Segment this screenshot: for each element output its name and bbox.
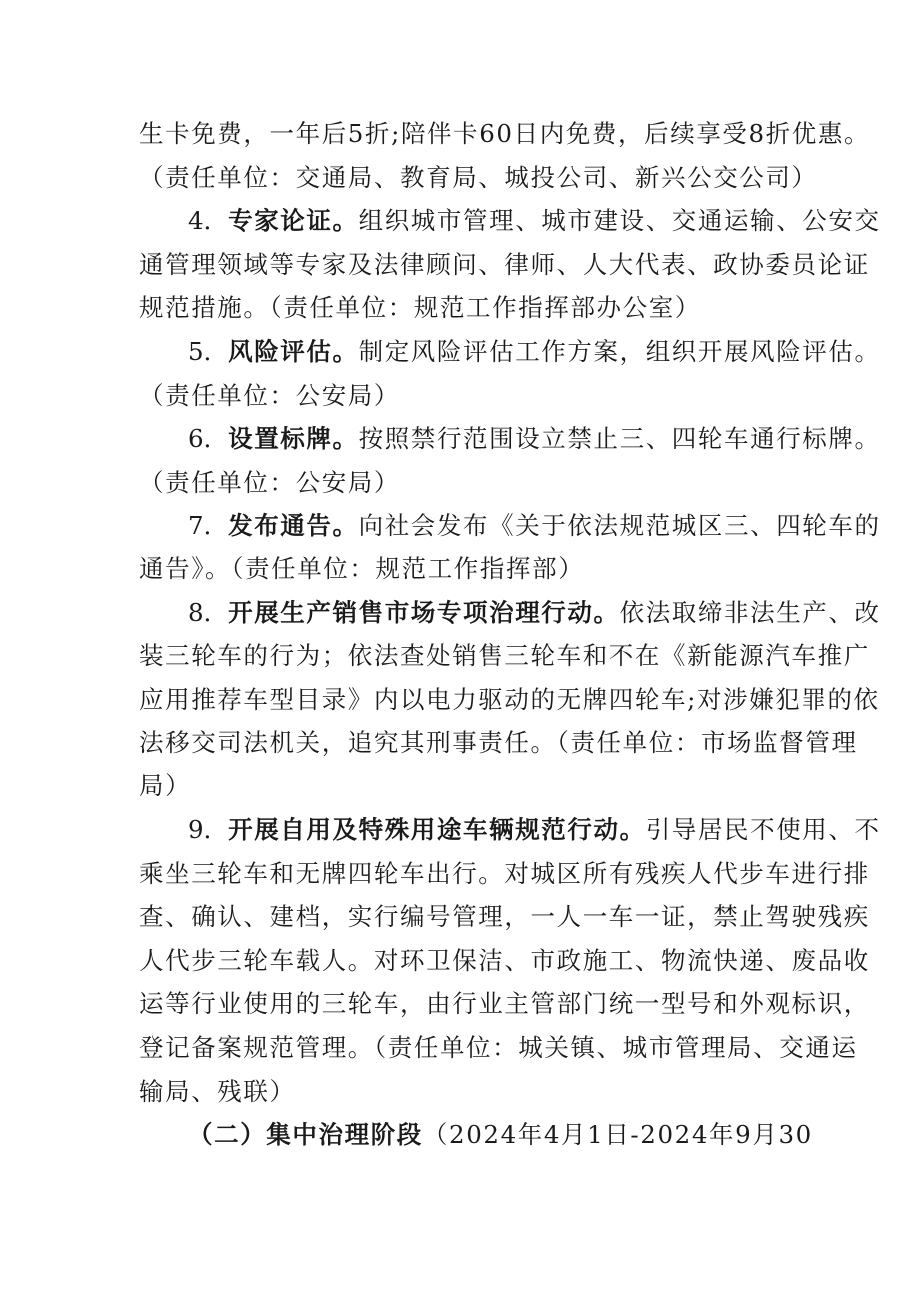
list-item-6 — [188, 423, 881, 455]
section-heading-dates: （2024年4月1日-2024年9月30 — [422, 1120, 813, 1149]
item-text: 按照禁行范围设立禁止三、四轮车通行标牌。 — [358, 424, 881, 453]
list-item-5 — [188, 336, 881, 368]
body-line: 装三轮车的行为；依法查处销售三轮车和不在《新能源汽车推广 — [139, 641, 870, 670]
body-line: 通管理领域等专家及法律顾问、律师、人大代表、政协委员论证 — [139, 250, 870, 279]
list-item-8 — [188, 597, 881, 629]
item-title: 专家论证。 — [228, 206, 359, 235]
item-number: 4． — [188, 206, 229, 235]
item-text: 制定风险评估工作方案，组织开展风险评估。 — [358, 337, 881, 366]
item-number: 5． — [188, 337, 229, 366]
item-number: 6． — [188, 424, 229, 453]
list-item-4 — [188, 205, 881, 237]
body-line: （责任单位：交通局、教育局、城投公司、新兴公交公司） — [139, 163, 818, 192]
body-line: 局） — [139, 771, 192, 800]
body-line: 人代步三轮车载人。对环卫保洁、市政施工、物流快递、废品收 — [139, 946, 870, 975]
section-heading-title: （二）集中治理阶段 — [188, 1120, 423, 1149]
item-text: 依法取缔非法生产、改 — [619, 598, 881, 627]
list-item-7 — [188, 510, 881, 542]
item-number: 7． — [188, 511, 229, 540]
body-line: 运等行业使用的三轮车，由行业主管部门统一型号和外观标识， — [139, 989, 870, 1018]
body-line: 规范措施。（责任单位：规范工作指挥部办公室） — [139, 293, 701, 322]
body-line: 应用推荐车型目录》内以电力驱动的无牌四轮车;对涉嫌犯罪的依 — [139, 685, 880, 714]
item-text: 引导居民不使用、不 — [645, 815, 881, 844]
section-heading — [188, 1119, 868, 1151]
item-title: 开展自用及特殊用途车辆规范行动。 — [228, 815, 646, 844]
item-text: 组织城市管理、城市建设、交通运输、公安交 — [358, 206, 881, 235]
body-line: （责任单位：公安局） — [139, 381, 400, 410]
body-line: （责任单位：公安局） — [139, 468, 400, 497]
body-line: 输局、残联） — [139, 1077, 296, 1106]
item-text: 向社会发布《关于依法规范城区三、四轮车的 — [358, 511, 881, 540]
body-line: 法移交司法机关，追究其刑事责任。（责任单位：市场监督管理 — [139, 728, 858, 757]
body-line: 登记备案规范管理。（责任单位：城关镇、城市管理局、交通运 — [139, 1033, 858, 1062]
item-title: 设置标牌。 — [228, 424, 359, 453]
body-line: 通告》。（责任单位：规范工作指挥部） — [139, 554, 585, 583]
list-item-9 — [188, 814, 881, 846]
body-line: 乘坐三轮车和无牌四轮车出行。对城区所有残疾人代步车进行排 — [139, 859, 870, 888]
item-number: 9． — [188, 815, 229, 844]
body-line: 查、确认、建档，实行编号管理，一人一车一证，禁止驾驶残疾 — [139, 902, 870, 931]
item-title: 开展生产销售市场专项治理行动。 — [228, 598, 620, 627]
item-title: 风险评估。 — [228, 337, 359, 366]
body-line: 生卡免费，一年后5折;陪伴卡60日内免费，后续享受8折优惠。 — [139, 119, 871, 148]
item-number: 8． — [188, 598, 229, 627]
item-title: 发布通告。 — [228, 511, 359, 540]
